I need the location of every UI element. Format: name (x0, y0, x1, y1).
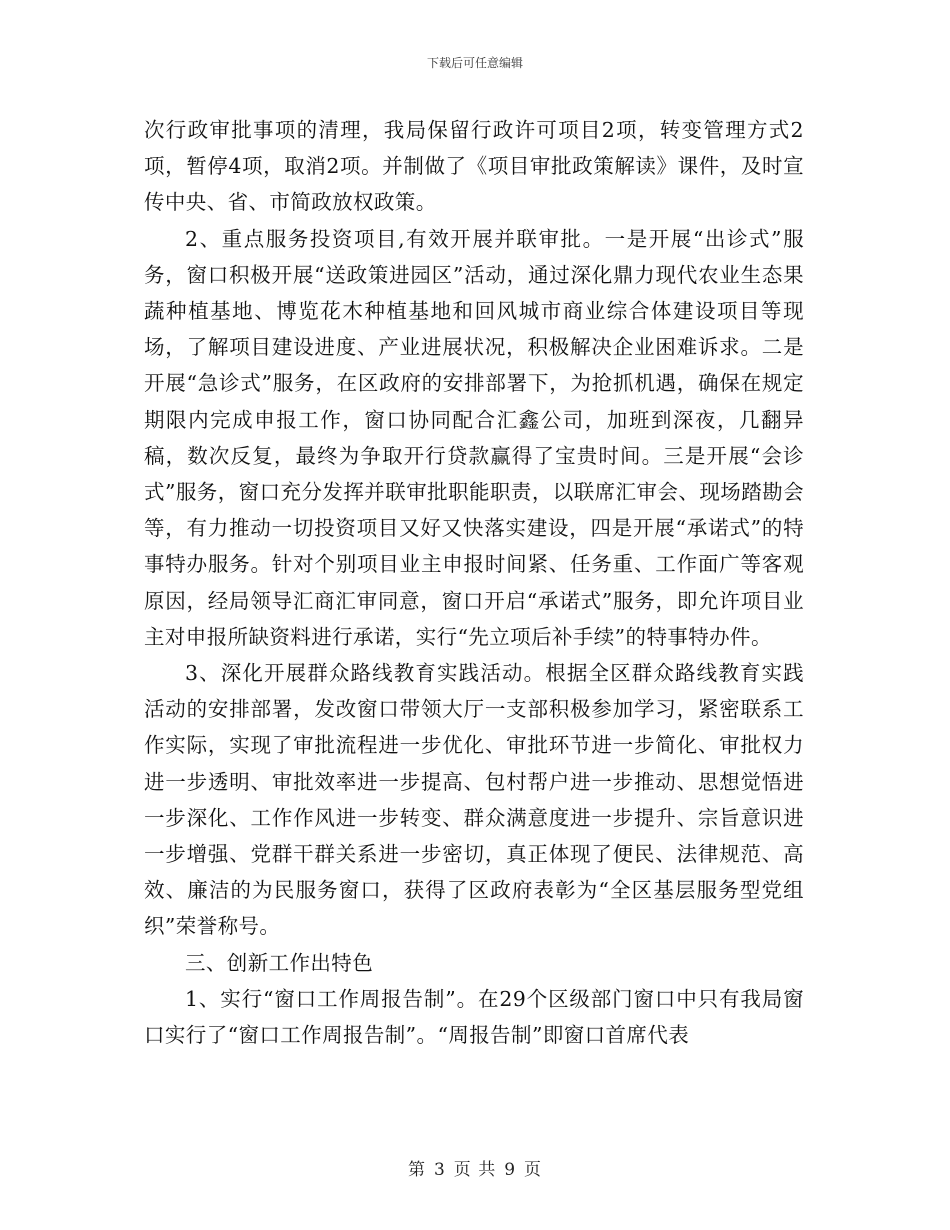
page-footer (0, 1155, 950, 1180)
footer-suffix: 页 (524, 1160, 543, 1180)
document-body (144, 112, 804, 1053)
page-header: 下载后可任意编辑 (426, 56, 523, 70)
section-heading-innovation: 三、创新工作出特色 (185, 950, 374, 975)
paragraph-mass-line-education: 3、深化开展群众路线教育实践活动。根据全区群众路线教育实践活动的安排部署，发改窗口带领大厅一支部积极参加学习，紧密联系工作实际，实现了审批流程进一步优化、审批环节进一步简化、审批权力进一步透明、审批效率进一步提高、包村帮户进一步推动、思想觉悟进一步深化、工作作风进一步转变、群众满意度进一步提升、宗旨意识进一步增强、党群干群关系进一步密切，真正体现了便民、法律规范、高效、廉洁的为民服务窗口，获得了区政府表彰为“全区基层服务型党组织”荣誉称号。 (144, 661, 804, 939)
footer-prefix: 第 (407, 1160, 426, 1180)
total-page-count: 9 (504, 1160, 517, 1180)
current-page-number: 3 (433, 1160, 446, 1180)
paragraph-continuation: 次行政审批事项的清理，我局保留行政许可项目2项，转变管理方式2项，暂停4项，取消2项。并制做了《项目审批政策解读》课件，及时宣传中央、省、市简政放权政策。 (144, 118, 804, 215)
footer-middle: 页 共 (453, 1160, 497, 1180)
paragraph-investment-projects: 2、重点服务投资项目,有效开展并联审批。一是开展“出诊式”服务，窗口积极开展“送政策进园区”活动，通过深化鼎力现代农业生态果蔬种植基地、博览花木种植基地和回风城市商业综合体建设项目等现场，了解项目建设进度、产业进展状况，积极解决企业困难诉求。二是开展“急诊式”服务，在区政府的安排部署下，为抢抓机遇，确保在规定期限内完成申报工作，窗口协同配合汇鑫公司，加班到深夜，几翻异稿，数次反复，最终为争取开行贷款赢得了宝贵时间。三是开展“会诊式”服务，窗口充分发挥并联审批职能职责，以联席汇审会、现场踏勘会等，有力推动一切投资项目又好又快落实建设，四是开展“承诺式”的特事特办服务。针对个别项目业主申报时间紧、任务重、工作面广等客观原因，经局领导汇商汇审同意，窗口开启“承诺式”服务，即允许项目业主对申报所缺资料进行承诺，实行“先立项后补手续”的特事特办件。 (144, 226, 804, 649)
paragraph-weekly-report: 1、实行“窗口工作周报告制”。在29个区级部门窗口中只有我局窗口实行了“窗口工作周报告制”。“周报告制”即窗口首席代表 (144, 986, 804, 1048)
